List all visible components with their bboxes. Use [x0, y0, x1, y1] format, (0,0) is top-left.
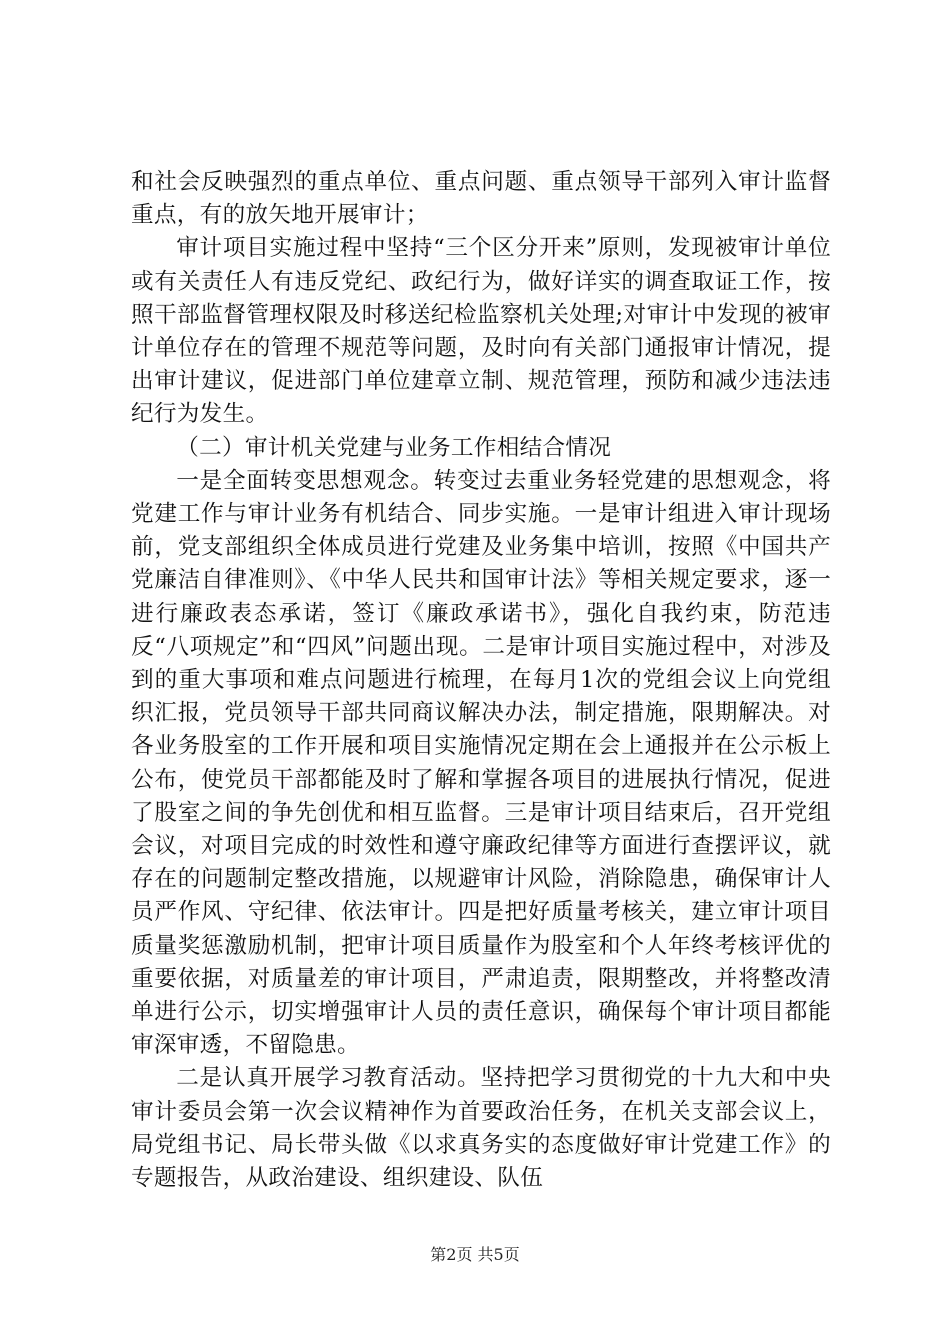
document-body	[131, 166, 831, 1195]
section-heading: （二）审计机关党建与业务工作相结合情况	[176, 434, 612, 461]
paragraph-4: 二是认真开展学习教育活动。坚持把学习贯彻党的十九大和中央审计委员会第一次会议精神作为首要政治任务，在机关支部会议上，局党组书记、局长带头做《以求真务实的态度做好审计党建工作》的专题报告，从政治建设、组织建设、队伍	[131, 1065, 831, 1192]
page-number-footer: 第2页 共5页	[430, 1245, 520, 1264]
paragraph-2: 审计项目实施过程中坚持“三个区分开来”原则，发现被审计单位或有关责任人有违反党纪、政纪行为，做好详实的调查取证工作，按照干部监督管理权限及时移送纪检监察机关处理;对审计中发现的被审计单位存在的管理不规范等问题，及时向有关部门通报审计情况，提出审计建议，促进部门单位建章立制、规范管理，预防和减少违法违纪行为发生。	[131, 235, 831, 428]
paragraph-3: 一是全面转变思想观念。转变过去重业务轻党建的思想观念，将党建工作与审计业务有机结合、同步实施。一是审计组进入审计现场前，党支部组织全体成员进行党建及业务集中培训，按照《中国共产党廉洁自律准则》、《中华人民共和国审计法》等相关规定要求，逐一进行廉政表态承诺，签订《廉政承诺书》，强化自我约束，防范违反“八项规定”和“四风”问题出现。二是审计项目实施过程中，对涉及到的重大事项和难点问题进行梳理，在每月1次的党组会议上向党组织汇报，党员领导干部共同商议解决办法，制定措施，限期解决。对各业务股室的工作开展和项目实施情况定期在会上通报并在公示板上公布，使党员干部都能及时了解和掌握各项目的进展执行情况，促进了股室之间的争先创优和相互监督。三是审计项目结束后，召开党组会议，对项目完成的时效性和遵守廉政纪律等方面进行查摆评议，就存在的问题制定整改措施，以规避审计风险，消除隐患，确保审计人员严作风、守纪律、依法审计。四是把好质量考核关，建立审计项目质量奖惩激励机制，把审计项目质量作为股室和个人年终考核评优的重要依据，对质量差的审计项目，严肃追责，限期整改，并将整改清单进行公示，切实增强审计人员的责任意识，确保每个审计项目都能审深审透，不留隐患。	[131, 467, 831, 1059]
paragraph-1: 和社会反映强烈的重点单位、重点问题、重点领导干部列入审计监督重点，有的放矢地开展审计；	[131, 169, 831, 229]
